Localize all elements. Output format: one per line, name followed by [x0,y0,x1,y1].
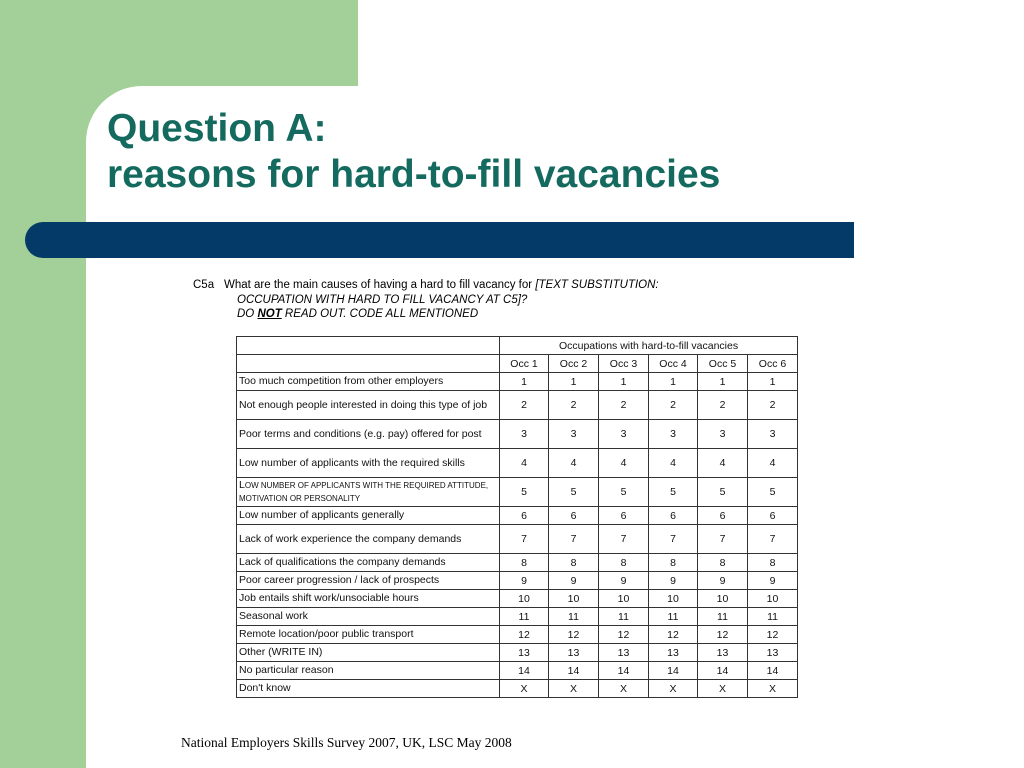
row-code-cell: 5 [500,478,549,507]
row-label: Remote location/poor public transport [237,626,500,644]
row-code-cell: 14 [649,662,698,680]
column-header: Occ 6 [748,355,798,373]
row-code-cell: 9 [599,572,649,590]
row-code-cell: 6 [698,507,748,525]
row-code-cell: 11 [748,608,798,626]
row-code-cell: 2 [500,391,549,420]
row-code-cell: 13 [599,644,649,662]
row-code-cell: X [649,680,698,698]
row-code-cell: 13 [698,644,748,662]
table-row [237,572,798,590]
question-line-2: OCCUPATION WITH HARD TO FILL VACANCY AT C5]? [237,294,528,306]
title-line-1: Question A: [107,107,327,150]
row-code-cell: 6 [599,507,649,525]
table-row [237,662,798,680]
row-code-cell: 3 [649,420,698,449]
row-code-cell: 3 [748,420,798,449]
row-code-cell: 6 [500,507,549,525]
row-code-cell: 14 [549,662,599,680]
table-row [237,626,798,644]
row-code-cell: 7 [649,525,698,554]
row-label: Not enough people interested in doing this type of job [237,391,500,420]
question-line-3-pre: DO [237,308,258,320]
row-code-cell: 10 [599,590,649,608]
row-code-cell: 13 [649,644,698,662]
question-line-1-italic: [TEXT SUBSTITUTION: [535,279,659,291]
row-label: Poor career progression / lack of prospects [237,572,500,590]
source-citation: National Employers Skills Survey 2007, UK, LSC May 2008 [181,735,512,750]
row-code-cell: 10 [549,590,599,608]
reasons-table [236,336,798,698]
row-code-cell: 4 [500,449,549,478]
row-code-cell: 4 [549,449,599,478]
row-code-cell: 14 [748,662,798,680]
row-code-cell: 4 [599,449,649,478]
row-code-cell: 14 [500,662,549,680]
row-code-cell: 5 [748,478,798,507]
row-code-cell: 13 [549,644,599,662]
row-code-cell: 1 [748,373,798,391]
row-code-cell: 10 [748,590,798,608]
row-code-cell: 11 [698,608,748,626]
row-code-cell: 8 [500,554,549,572]
row-code-cell: 4 [649,449,698,478]
row-label: Poor terms and conditions (e.g. pay) offered for post [237,420,500,449]
row-code-cell: 14 [698,662,748,680]
row-code-cell: 5 [698,478,748,507]
slide-title [107,106,720,198]
row-code-cell: X [500,680,549,698]
row-code-cell: 8 [698,554,748,572]
divider-bar [25,222,854,258]
row-code-cell: X [698,680,748,698]
row-code-cell: 10 [649,590,698,608]
row-code-cell: 12 [649,626,698,644]
row-code-cell: 1 [500,373,549,391]
table-group-header-row [237,337,798,355]
row-code-cell: 3 [500,420,549,449]
row-label [237,478,500,507]
row-label: Lack of work experience the company demands [237,525,500,554]
question-line-3-not: NOT [257,308,282,320]
row-code-cell: 4 [748,449,798,478]
row-code-cell: 6 [649,507,698,525]
table-row [237,644,798,662]
row-code-cell: 5 [649,478,698,507]
row-code-cell: 9 [748,572,798,590]
row-code-cell: 12 [549,626,599,644]
row-code-cell: 11 [500,608,549,626]
row-code-cell: 9 [549,572,599,590]
row-code-cell: 12 [698,626,748,644]
table-row [237,391,798,420]
row-code-cell: 6 [549,507,599,525]
row-label: Seasonal work [237,608,500,626]
row-code-cell: 13 [748,644,798,662]
row-label: Lack of qualifications the company demands [237,554,500,572]
row-code-cell: X [549,680,599,698]
row-code-cell: 11 [599,608,649,626]
table-body [237,373,798,698]
row-code-cell: 5 [549,478,599,507]
row-code-cell: 7 [748,525,798,554]
row-code-cell: 9 [649,572,698,590]
table-row [237,590,798,608]
column-header: Occ 2 [549,355,599,373]
table-corner-cell [237,337,500,355]
row-code-cell: 8 [649,554,698,572]
row-code-cell: 11 [549,608,599,626]
table-row [237,680,798,698]
row-code-cell: 3 [599,420,649,449]
row-code-cell: 3 [698,420,748,449]
table-row [237,554,798,572]
row-code-cell: 13 [500,644,549,662]
row-label: Too much competition from other employers [237,373,500,391]
row-code-cell: 4 [698,449,748,478]
table-row [237,373,798,391]
row-code-cell: 2 [748,391,798,420]
row-code-cell: 12 [599,626,649,644]
row-code-cell: 8 [549,554,599,572]
row-code-cell: 3 [549,420,599,449]
row-code-cell: 7 [599,525,649,554]
row-code-cell: 1 [549,373,599,391]
table-row [237,608,798,626]
row-code-cell: 9 [500,572,549,590]
row-code-cell: 7 [698,525,748,554]
row-code-cell: 7 [549,525,599,554]
row-label: Low number of applicants generally [237,507,500,525]
table-column-header-row [237,355,798,373]
row-label: Don't know [237,680,500,698]
row-code-cell: 8 [748,554,798,572]
row-code-cell: 10 [698,590,748,608]
table-row [237,507,798,525]
group-header: Occupations with hard-to-fill vacancies [500,337,798,355]
row-label: No particular reason [237,662,500,680]
row-code-cell: 14 [599,662,649,680]
table-row [237,449,798,478]
table-row [237,525,798,554]
question-line-1 [224,278,659,293]
column-header: Occ 4 [649,355,698,373]
row-code-cell: 2 [698,391,748,420]
row-code-cell: 12 [748,626,798,644]
row-code-cell: X [748,680,798,698]
question-line-1-prefix: What are the main causes of having a hard to fill vacancy for [224,279,536,291]
table-row [237,420,798,449]
row-code-cell: 8 [599,554,649,572]
row-label: Job entails shift work/unsociable hours [237,590,500,608]
question-line-3 [237,307,478,322]
row-code-cell: 2 [549,391,599,420]
row-code-cell: 1 [649,373,698,391]
question-number: C5a [193,279,215,291]
row-code-cell: 2 [599,391,649,420]
row-label-rest: OW NUMBER OF APPLICANTS WITH THE REQUIRED ATTITUDE, MOTIVATION OR PERSONALITY [239,481,489,503]
row-code-cell: X [599,680,649,698]
row-label: Low number of applicants with the required skills [237,449,500,478]
row-code-cell: 6 [748,507,798,525]
row-code-cell: 1 [599,373,649,391]
table-label-header-cell [237,355,500,373]
column-header: Occ 3 [599,355,649,373]
row-code-cell: 2 [649,391,698,420]
column-header: Occ 1 [500,355,549,373]
row-code-cell: 1 [698,373,748,391]
column-header: Occ 5 [698,355,748,373]
row-code-cell: 9 [698,572,748,590]
row-code-cell: 10 [500,590,549,608]
title-line-2: reasons for hard-to-fill vacancies [107,153,721,196]
row-code-cell: 7 [500,525,549,554]
row-label-initial: L [239,479,245,491]
table-row [237,478,798,507]
row-code-cell: 11 [649,608,698,626]
row-code-cell: 12 [500,626,549,644]
row-code-cell: 5 [599,478,649,507]
row-label: Other (WRITE IN) [237,644,500,662]
question-line-3-post: READ OUT. CODE ALL MENTIONED [281,308,479,320]
